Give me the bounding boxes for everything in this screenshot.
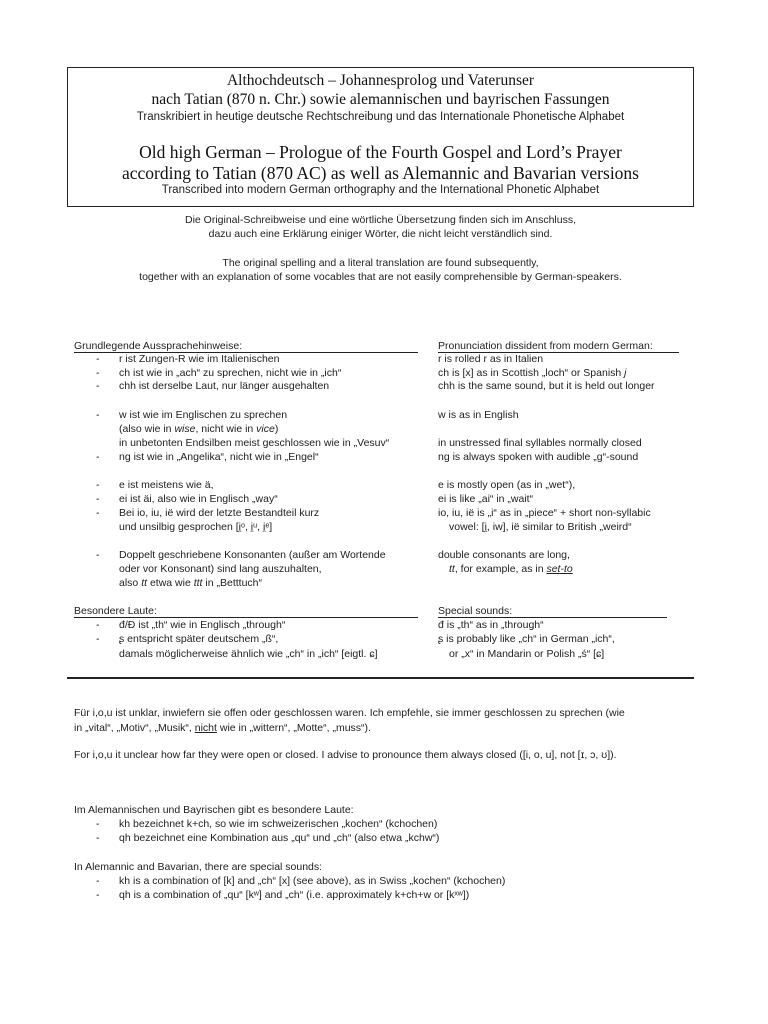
german-title-line-1: Althochdeutsch – Johannesprolog und Vaterunser [226,72,535,89]
bullet-dash: - [96,889,100,901]
vowels-en: For i,o,u it unclear how far they were open or closed. I advise to pronounce them always closed ([i, o, u], not [ɪ, ɔ, ʊ]). [74,749,617,761]
alemannic-de-qh: qh bezeichnet eine Kombination aus „qu“ und „ch“ (also etwa „kchw“) [119,832,440,844]
bullet-dash: - [96,380,100,392]
vowels-de-line-2: in „vital“, „Motiv“, „Musik“, nicht wie in „wittern“, „Motte“, „muss“). [74,722,371,734]
pron-en-e: e is mostly open (as in „wet“), [438,479,576,491]
pron-en-chh: chh is the same sound, but it is held out longer [438,380,655,392]
pron-en-doubled: double consonants are long, [438,549,570,561]
alemannic-en-intro: In Alemannic and Bavarian, there are special sounds: [74,861,323,873]
pron-de-r: r ist Zungen-R wie im Italienischen [119,353,280,365]
english-title-line-2: according to Tatian (870 AC) as well as Alemannic and Bavarian versions [122,163,639,183]
pron-en-doubled-2: tt, for example, as in set-to [449,563,573,575]
german-subtitle: Transkribiert in heutige deutsche Rechtschreibung und das Internationale Phonetische Alphabet [136,111,625,123]
special-en-th: đ is „th“ as in „through“ [438,619,544,631]
pron-en-endsyllables: in unstressed final syllables normally closed [438,437,642,449]
bullet-dash: - [96,367,100,379]
alemannic-en-qh: qh is a combination of „qu“ [kʷ] and „ch“ (i.e. approximately k+ch+w or [kˣʷ]) [119,889,470,901]
english-title-line-1: Old high German – Prologue of the Fourth Gospel and Lord’s Prayer [139,142,622,162]
bullet-dash: - [96,493,100,505]
pronunciation-header-german: Grundlegende Aussprachehinweise: [74,340,243,352]
bullet-dash: - [96,619,100,631]
pron-en-io: io, iu, ië is „i“ as in „piece“ + short non-syllabic [438,507,651,519]
special-header-english: Special sounds: [438,605,513,617]
pron-de-doubled: Doppelt geschriebene Konsonanten (außer am Wortende [119,549,386,561]
bullet-dash: - [96,818,100,830]
pron-de-ch: ch ist wie in „ach“ zu sprechen, nicht wie in „ich“ [119,367,342,379]
title-box [67,67,694,207]
special-en-s: ʂ is probably like „ch“ in German „ich“, [438,633,615,645]
section-divider [67,677,694,679]
special-de-th: đ/Đ ist „th“ wie in Englisch „through“ [119,619,286,631]
bullet-dash: - [96,479,100,491]
bullet-dash: - [96,633,100,645]
english-subtitle: Transcribed into modern German orthography and the International Phonetic Alphabet [161,184,600,196]
special-rule-english [438,617,667,618]
alemannic-de-intro: Im Alemannischen und Bayrischen gibt es besondere Laute: [74,804,354,816]
intro-english-line-2: together with an explanation of some vocables that are not easily comprehensible by German-speakers. [139,271,622,283]
vowels-de-line-1: Für i,o,u ist unklar, inwiefern sie offen oder geschlossen waren. Ich empfehle, sie immer geschlossen zu sprechen (wie [74,707,625,719]
pron-de-doubled-2: oder vor Konsonant) sind lang auszuhalten, [119,563,322,575]
bullet-dash: - [96,549,100,561]
pron-en-r: r is rolled r as in Italien [438,353,544,365]
pron-de-ng: ng ist wie in „Angelika“, nicht wie in „Engel“ [119,451,319,463]
bullet-dash: - [96,875,100,887]
pron-de-w: w ist wie im Englischen zu sprechen [119,409,288,421]
bullet-dash: - [96,353,100,365]
bullet-dash: - [96,451,100,463]
special-de-s: ʂ entspricht später deutschem „ß“, [119,633,279,645]
pron-en-io-2: vowel: [i̯, iw], ië similar to British „weird“ [449,521,632,533]
pron-de-doubled-3: also tt etwa wie ttt in „Betttuch“ [119,577,263,589]
alemannic-de-kh: kh bezeichnet k+ch, so wie im schweizerischen „kochen“ (kchochen) [119,818,438,830]
german-title-line-2: nach Tatian (870 n. Chr.) sowie alemannischen und bayrischen Fassungen [151,91,610,108]
pron-en-ng: ng is always spoken with audible „g“-sound [438,451,639,463]
pron-de-endsilben: in unbetonten Endsilben meist geschlossen wie in „Vesuv“ [119,437,390,449]
special-en-s-2: or „x“ in Mandarin or Polish „ś“ [ɕ] [449,648,605,660]
alemannic-en-kh: kh is a combination of [k] and „ch“ [x] (see above), as in Swiss „kochen“ (kchochen) [119,875,506,887]
pronunciation-header-english: Pronunciation dissident from modern German: [438,340,653,352]
bullet-dash: - [96,832,100,844]
special-header-german: Besondere Laute: [74,605,157,617]
pron-de-ei: ei ist äi, also wie in Englisch „way“ [119,493,278,505]
special-de-s-2: damals möglicherweise ähnlich wie „ch“ in „ich“ [eigtl. ɕ] [119,648,378,660]
pron-en-w: w is as in English [438,409,519,421]
intro-german-line-2: dazu auch eine Erklärung einiger Wörter, die nicht leicht verständlich sind. [208,228,553,240]
pron-de-chh: chh ist derselbe Laut, nur länger ausgehalten [119,380,330,392]
intro-german-line-1: Die Original-Schreibweise und eine wörtliche Übersetzung finden sich im Anschluss, [184,214,577,226]
pron-en-ch: ch is [x] as in Scottish „loch“ or Spanish j [438,367,627,379]
pron-de-io-2: und unsilbig gesprochen [i̯ᵒ, i̯ᵘ, i̯ᵉ] [119,521,273,533]
bullet-dash: - [96,507,100,519]
pron-de-w-note: (also wie in wise, nicht wie in vice) [119,423,279,435]
pron-en-ei: ei is like „ai“ in „wait“ [438,493,534,505]
intro-english-line-1: The original spelling and a literal translation are found subsequently, [222,257,539,269]
bullet-dash: - [96,409,100,421]
special-rule-german [74,617,418,618]
pron-de-e: e ist meistens wie ä, [119,479,214,491]
pron-de-io: Bei io, iu, ië wird der letzte Bestandteil kurz [119,507,320,519]
